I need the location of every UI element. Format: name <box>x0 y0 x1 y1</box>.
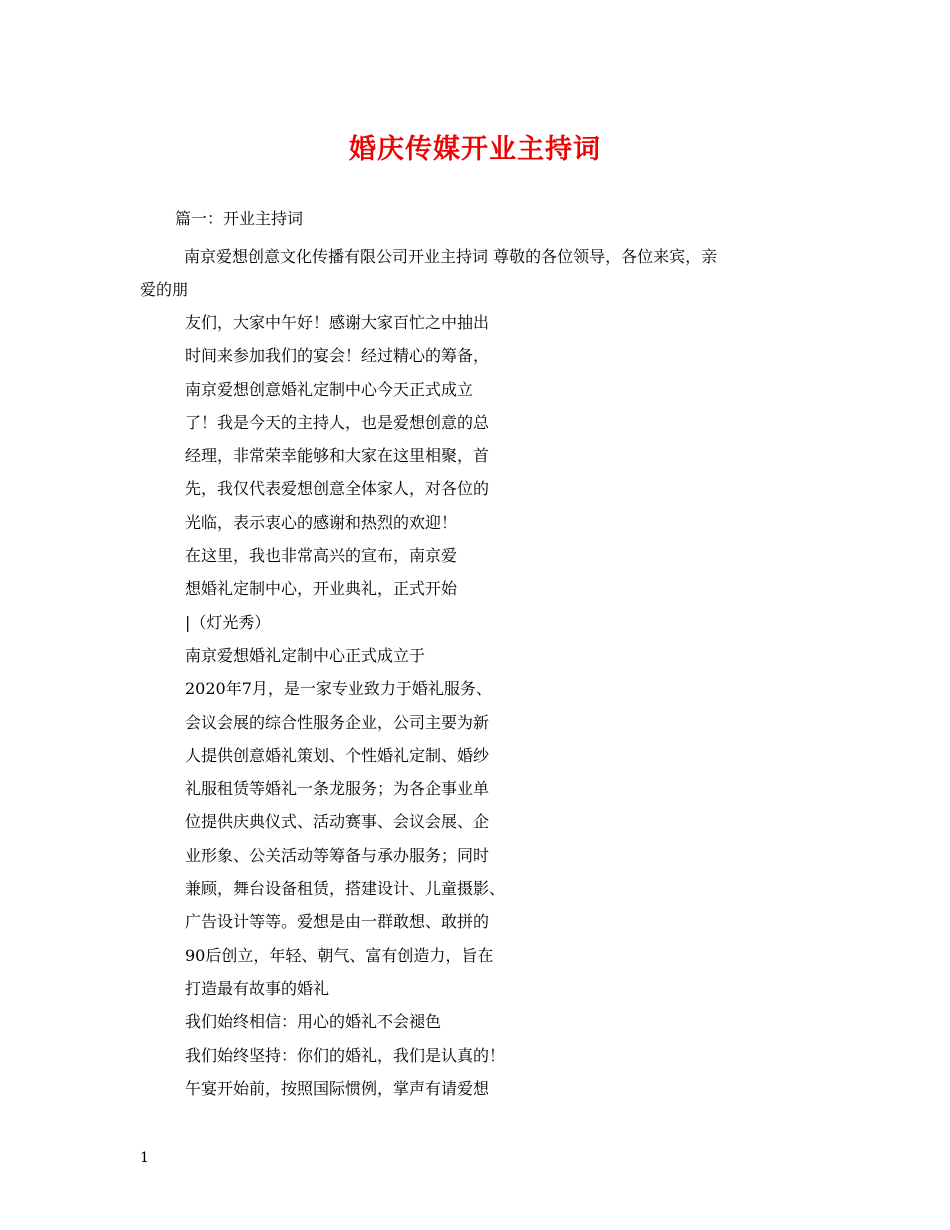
body-line: 了！我是今天的主持人，也是爱想创意的总 <box>185 412 490 432</box>
body-line: 友们，大家中午好！感谢大家百忙之中抽出 <box>185 313 490 332</box>
intro-line: 爱的朋 <box>140 280 189 299</box>
body-line: 在这里，我也非常高兴的宣布，南京爱 <box>185 546 458 566</box>
body-line: 位提供庆典仪式、活动赛事、会议会展、企 <box>185 812 490 832</box>
intro-line: 南京爱想创意文化传播有限公司开业主持词 尊敬的各位领导，各位来宾，亲 <box>184 247 718 266</box>
body-text-column <box>185 306 585 1105</box>
body-line: |（灯光秀） <box>185 612 271 632</box>
document-title: 婚庆传媒开业主持词 <box>349 134 601 165</box>
body-line: 礼服租赁等婚礼一条龙服务；为各企事业单 <box>185 779 490 799</box>
body-line: 我们始终相信：用心的婚礼不会褪色 <box>185 1012 442 1032</box>
intro-paragraph <box>140 240 820 306</box>
body-line: 南京爱想创意婚礼定制中心今天正式成立 <box>185 379 474 399</box>
body-line: 南京爱想婚礼定制中心正式成立于 <box>185 645 426 665</box>
body-line: 我们始终坚持：你们的婚礼，我们是认真的！ <box>185 1045 506 1065</box>
body-line: 会议会展的综合性服务企业，公司主要为新 <box>185 712 490 732</box>
body-line: 午宴开始前，按照国际惯例，掌声有请爱想 <box>185 1078 490 1098</box>
body-line: 经理，非常荣幸能够和大家在这里相聚，首 <box>185 446 490 466</box>
body-line: 打造最有故事的婚礼 <box>185 978 330 998</box>
body-line: 时间来参加我们的宴会！经过精心的筹备， <box>185 346 490 366</box>
section-heading: 篇一：开业主持词 <box>175 209 304 228</box>
body-line: 光临，表示衷心的感谢和热烈的欢迎！ <box>185 512 458 532</box>
body-line: 广告设计等等。爱想是由一群敢想、敢拼的 <box>185 912 490 932</box>
body-line: 人提供创意婚礼策划、个性婚礼定制、婚纱 <box>185 745 490 765</box>
body-line: 兼顾，舞台设备租赁，搭建设计、儿童摄影、 <box>185 879 506 899</box>
body-line: 业形象、公关活动等筹备与承办服务；同时 <box>185 845 490 865</box>
body-line: 先，我仅代表爱想创意全体家人，对各位的 <box>185 479 490 499</box>
body-line: 想婚礼定制中心，开业典礼，正式开始 <box>185 579 458 599</box>
body-line: 2020年7月，是一家专业致力于婚礼服务、 <box>185 679 492 699</box>
body-line: 90后创立，年轻、朝气、富有创造力，旨在 <box>185 945 494 965</box>
page-number: 1 <box>140 1150 149 1166</box>
